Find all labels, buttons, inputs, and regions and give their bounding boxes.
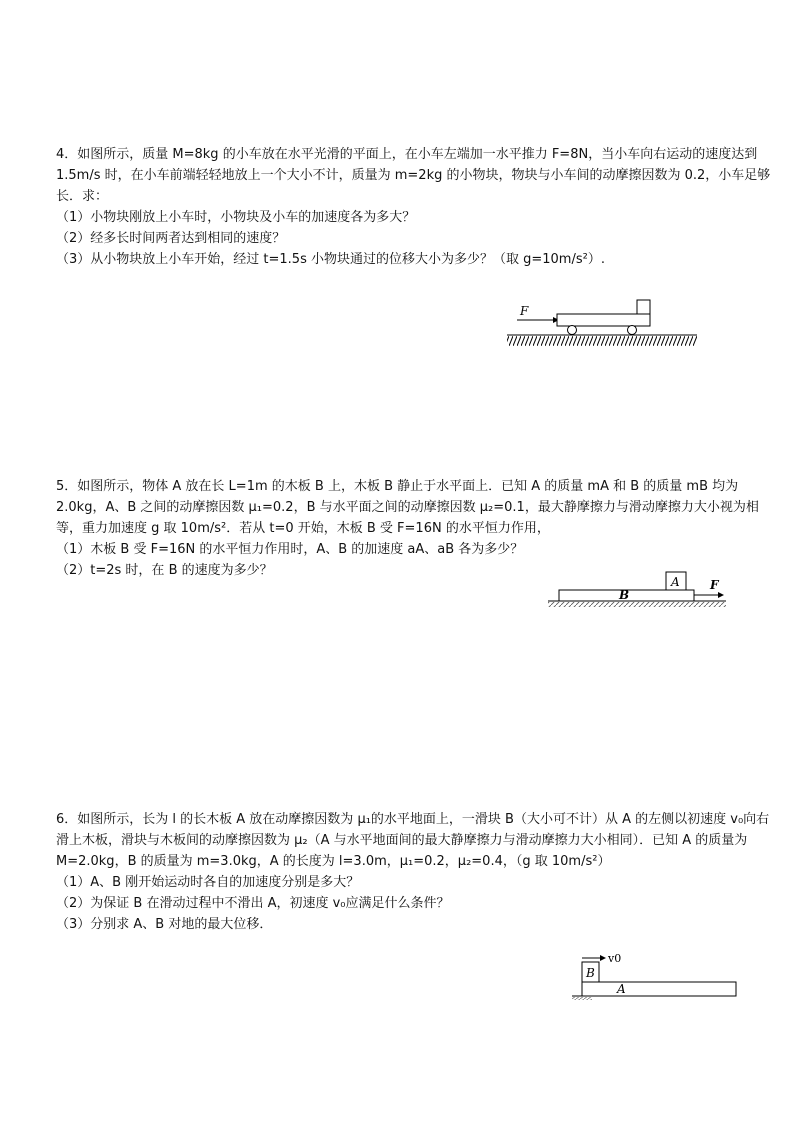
board-a-label: A: [617, 982, 626, 996]
problem-4-figure: [505, 296, 700, 352]
problem-6-stem: 6．如图所示，长为 l 的长木板 A 放在动摩擦因数为 μ₁的水平地面上，一滑块 B（大小可不计）从 A 的左侧以初速度 v₀向右滑上木板，滑块与木板间的动摩擦因数为 μ₂（A 与水平地面间的最大静摩擦力与滑动摩擦力大小相同）．已知 A 的质量为 M=2.0kg，B 的质量为 m=3.0kg，A 的长度为 l=3.0m，μ₁=0.2，μ₂=0.4，（g 取 10m/s²）: [56, 812, 770, 869]
problem-4-question-3: （3）从小物块放上小车开始，经过 t=1.5s 小物块通过的位移大小为多少？（取 g=10m/s²）.: [56, 252, 605, 267]
problem-6-figure: [568, 948, 740, 1000]
cart-body: [557, 314, 650, 326]
force-arrowhead: [718, 592, 724, 598]
cart-wheel-right: [628, 326, 637, 335]
problem-5-question-2: （2）t=2s 时，在 B 的速度为多少？: [56, 563, 273, 578]
ground-hatching: [548, 602, 726, 607]
problem-5-question-1: （1）木板 B 受 F=16N 的水平恒力作用时，A、B 的加速度 aA、aB 各为多少？: [56, 542, 524, 557]
velocity-arrowhead: [600, 955, 606, 961]
ground-hatching: [572, 997, 592, 1000]
block-a-label: A: [671, 575, 680, 589]
problem-5: [56, 476, 776, 581]
board-b-label: B: [619, 588, 630, 602]
cart-wheel-left: [568, 326, 577, 335]
block-b-label: B: [586, 966, 595, 980]
problem-6-question-3: （3）分别求 A、B 对地的最大位移．: [56, 917, 273, 932]
velocity-label: v0: [608, 952, 622, 965]
problem-5-stem: 5．如图所示，物体 A 放在长 L=1m 的木板 B 上，木板 B 静止于水平面上．已知 A 的质量 mA 和 B 的质量 mB 均为 2.0kg，A、B 之间的动摩擦因数 μ₁=0.2，B 与水平面之间的动摩擦因数 μ₂=0.1，最大静摩擦力与滑动摩擦力大小视为相等，重力加速度 g 取 10m/s²．若从 t=0 开始，木板 B 受 F=16N 的水平恒力作用，: [56, 479, 759, 536]
small-block: [637, 300, 650, 314]
force-label: F: [710, 578, 719, 592]
problem-6-question-2: （2）为保证 B 在滑动过程中不滑出 A，初速度 v₀应满足什么条件？: [56, 896, 450, 911]
problem-6-question-1: （1）A、B 刚开始运动时各自的加速度分别是多大？: [56, 875, 360, 890]
problem-6: [56, 809, 776, 935]
problem-4-stem: 4．如图所示，质量 M=8kg 的小车放在水平光滑的平面上，在小车左端加一水平推力 F=8N，当小车向右运动的速度达到 1.5m/s 时，在小车前端轻轻地放上一个大小不计，质量为 m=2kg 的小物块，物块与小车间的动摩擦因数为 0.2，小车足够长．求：: [56, 147, 771, 204]
board-a: [582, 982, 736, 996]
problem-4: [56, 144, 776, 270]
problem-4-question-2: （2）经多长时间两者达到相同的速度？: [56, 231, 286, 246]
problem-5-figure: [546, 570, 731, 608]
problem-4-question-1: （1）小物块刚放上小车时，小物块及小车的加速度各为多大？: [56, 210, 416, 225]
ground-hatching: [507, 336, 697, 346]
force-label: F: [520, 304, 529, 318]
